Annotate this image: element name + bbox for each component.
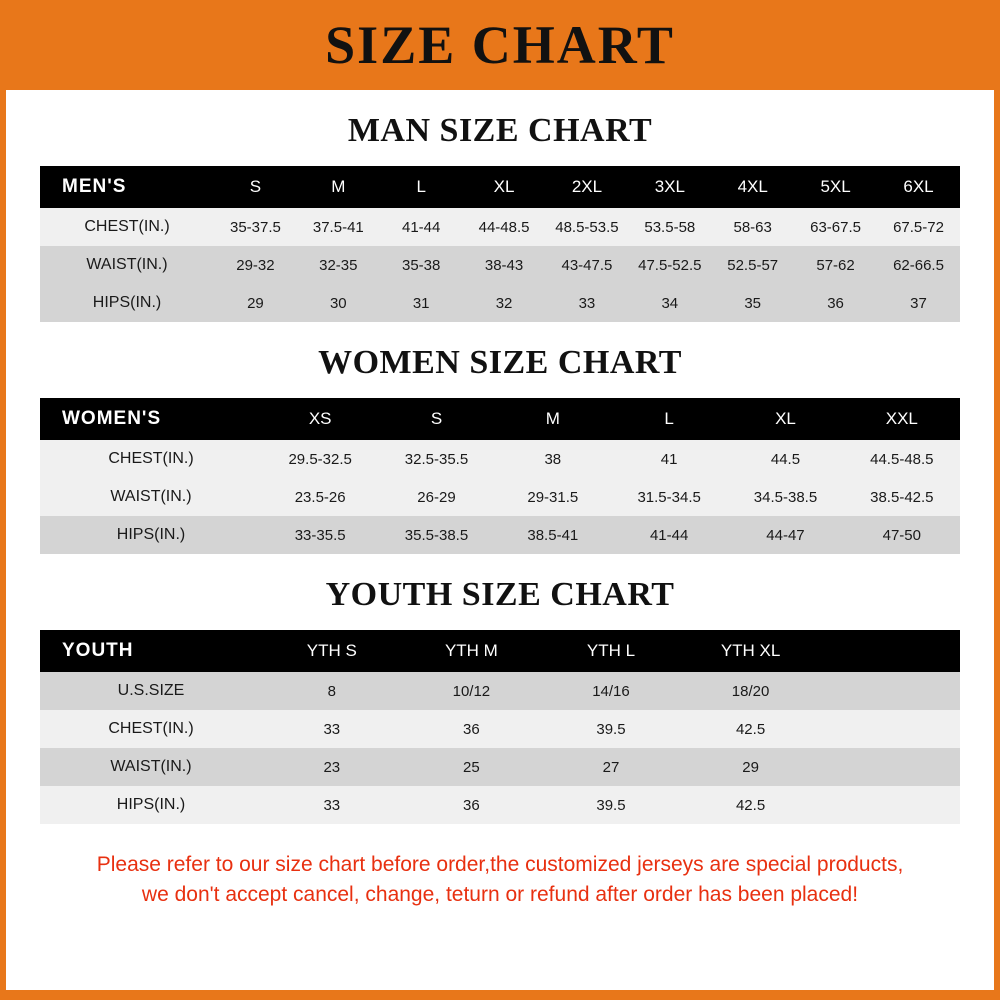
cell: 37 — [910, 294, 927, 312]
cell: 43-47.5 — [561, 256, 613, 274]
row-label-chest: CHEST(IN.) — [108, 450, 194, 467]
cell: 29 — [247, 294, 264, 312]
footer-band — [0, 990, 1000, 1000]
cell: 35.5-38.5 — [404, 526, 469, 544]
cell: 29 — [742, 758, 759, 776]
column-header-5xl: 5XL — [794, 166, 877, 208]
cell: 41-44 — [402, 218, 441, 236]
column-header-l: L — [380, 166, 463, 208]
column-header-4xl: 4XL — [711, 166, 794, 208]
cell: 32.5-35.5 — [404, 450, 469, 468]
table-row — [40, 478, 960, 516]
row-label-hips: HIPS(IN.) — [92, 294, 162, 311]
column-header-spacer — [820, 630, 960, 672]
row-label-waist: WAIST(IN.) — [86, 256, 168, 273]
table-row — [40, 672, 960, 710]
cell: 32 — [495, 294, 513, 312]
cell: 44-47 — [766, 526, 805, 544]
column-header-yth-m: YTH M — [402, 630, 542, 672]
cell: 44-48.5 — [478, 218, 530, 236]
row-label-hips: HIPS(IN.) — [116, 796, 186, 813]
column-header-xxl: XXL — [844, 398, 960, 440]
table-head — [40, 398, 960, 440]
cell: 39.5 — [596, 720, 626, 738]
row-label-chest: CHEST(IN.) — [108, 720, 194, 737]
row-label-us-size: U.S.SIZE — [117, 682, 185, 699]
cell-spacer — [820, 748, 960, 786]
table-body — [40, 672, 960, 824]
cell-spacer — [820, 672, 960, 710]
cell: 67.5-72 — [893, 218, 944, 236]
section-man — [6, 112, 994, 322]
table-body — [40, 208, 960, 322]
cell: 47.5-52.5 — [638, 256, 702, 274]
table-women-sizes — [40, 398, 960, 554]
section-title-women: WOMEN SIZE CHART — [318, 344, 682, 381]
section-title-man: MAN SIZE CHART — [347, 112, 653, 149]
table-row — [40, 440, 960, 478]
table-man-sizes — [40, 166, 960, 322]
table-head — [40, 166, 960, 208]
row-label-hips: HIPS(IN.) — [116, 526, 186, 543]
cell: 23.5-26 — [294, 488, 346, 506]
cell: 10/12 — [452, 682, 491, 700]
column-header-6xl: 6XL — [877, 166, 960, 208]
section-title-youth: YOUTH SIZE CHART — [325, 576, 675, 613]
cell: 35 — [744, 294, 762, 312]
cell: 42.5 — [735, 720, 766, 738]
cell: 44.5 — [770, 450, 801, 468]
cell: 34 — [661, 294, 679, 312]
column-header-m: M — [495, 398, 611, 440]
column-header-xl: XL — [463, 166, 546, 208]
column-header-corner: WOMEN'S — [40, 398, 262, 440]
cell: 29-32 — [236, 256, 275, 274]
cell: 35-38 — [402, 256, 441, 274]
table-row — [40, 710, 960, 748]
cell: 37.5-41 — [312, 218, 364, 236]
table-row — [40, 208, 960, 246]
cell: 52.5-57 — [727, 256, 779, 274]
cell: 41-44 — [649, 526, 689, 544]
column-header-xl: XL — [727, 398, 843, 440]
cell: 38-43 — [484, 256, 524, 274]
table-row — [40, 748, 960, 786]
table-row — [40, 786, 960, 824]
cell: 18/20 — [731, 682, 770, 700]
cell: 42.5 — [735, 796, 766, 814]
cell: 38.5-42.5 — [870, 488, 934, 506]
column-header-l: L — [611, 398, 727, 440]
table-row — [40, 246, 960, 284]
cell: 33 — [323, 796, 341, 814]
column-header-corner: MEN'S — [40, 166, 214, 208]
column-header-yth-xl: YTH XL — [681, 630, 821, 672]
cell: 8 — [327, 682, 336, 700]
cell: 33 — [578, 294, 596, 312]
section-women — [6, 344, 994, 554]
cell: 36 — [827, 294, 844, 312]
cell: 38 — [544, 450, 562, 468]
cell: 23 — [323, 758, 341, 776]
cell: 58-63 — [733, 218, 772, 236]
cell: 57-62 — [816, 256, 855, 274]
table-row — [40, 516, 960, 554]
note-line-2: we don't accept cancel, change, teturn or refund after order has been placed! — [141, 883, 859, 907]
column-header-s: S — [214, 166, 297, 208]
cell: 48.5-53.5 — [555, 218, 619, 236]
section-youth — [6, 576, 994, 824]
cell: 26-29 — [417, 488, 456, 506]
column-header-s: S — [378, 398, 494, 440]
cell: 36 — [463, 796, 480, 814]
cell: 36 — [463, 720, 480, 738]
cell: 63-67.5 — [810, 218, 861, 236]
cell: 44.5-48.5 — [870, 450, 934, 468]
cell: 38.5-41 — [527, 526, 579, 544]
cell: 33 — [323, 720, 341, 738]
cell: 47-50 — [882, 526, 921, 544]
cell: 14/16 — [592, 682, 630, 700]
row-label-waist: WAIST(IN.) — [110, 488, 192, 505]
cell: 31 — [412, 294, 430, 312]
cell: 41 — [660, 450, 678, 468]
cell: 34.5-38.5 — [753, 488, 818, 506]
table-header-row — [40, 166, 960, 208]
row-label-waist: WAIST(IN.) — [110, 758, 192, 775]
table-youth-sizes — [40, 630, 960, 824]
return-policy-note — [24, 850, 976, 911]
column-header-m: M — [297, 166, 380, 208]
column-header-yth-l: YTH L — [541, 630, 681, 672]
cell-spacer — [820, 710, 960, 748]
table-header-row — [40, 398, 960, 440]
cell: 29.5-32.5 — [288, 450, 352, 468]
page-title: SIZE CHART — [325, 15, 675, 75]
cell: 35-37.5 — [230, 218, 281, 236]
page-header-band — [0, 0, 1000, 90]
table-row — [40, 284, 960, 322]
row-label-chest: CHEST(IN.) — [84, 218, 170, 235]
column-header-3xl: 3XL — [628, 166, 711, 208]
column-header-yth-s: YTH S — [262, 630, 402, 672]
cell: 33-35.5 — [294, 526, 346, 544]
cell: 31.5-34.5 — [637, 488, 701, 506]
table-head — [40, 630, 960, 672]
column-header-xs: XS — [262, 398, 378, 440]
cell: 53.5-58 — [644, 218, 696, 236]
cell-spacer — [820, 786, 960, 824]
cell: 62-66.5 — [893, 256, 944, 274]
column-header-corner: YOUTH — [40, 630, 262, 672]
cell: 29-31.5 — [527, 488, 579, 506]
note-line-1: Please refer to our size chart before order,the customized jerseys are special products, — [96, 853, 904, 876]
cell: 32-35 — [319, 256, 358, 274]
cell: 27 — [602, 758, 620, 776]
cell: 30 — [329, 294, 347, 312]
column-header-2xl: 2XL — [546, 166, 629, 208]
cell: 39.5 — [596, 796, 626, 814]
cell: 25 — [463, 758, 480, 776]
table-header-row — [40, 630, 960, 672]
table-body — [40, 440, 960, 554]
